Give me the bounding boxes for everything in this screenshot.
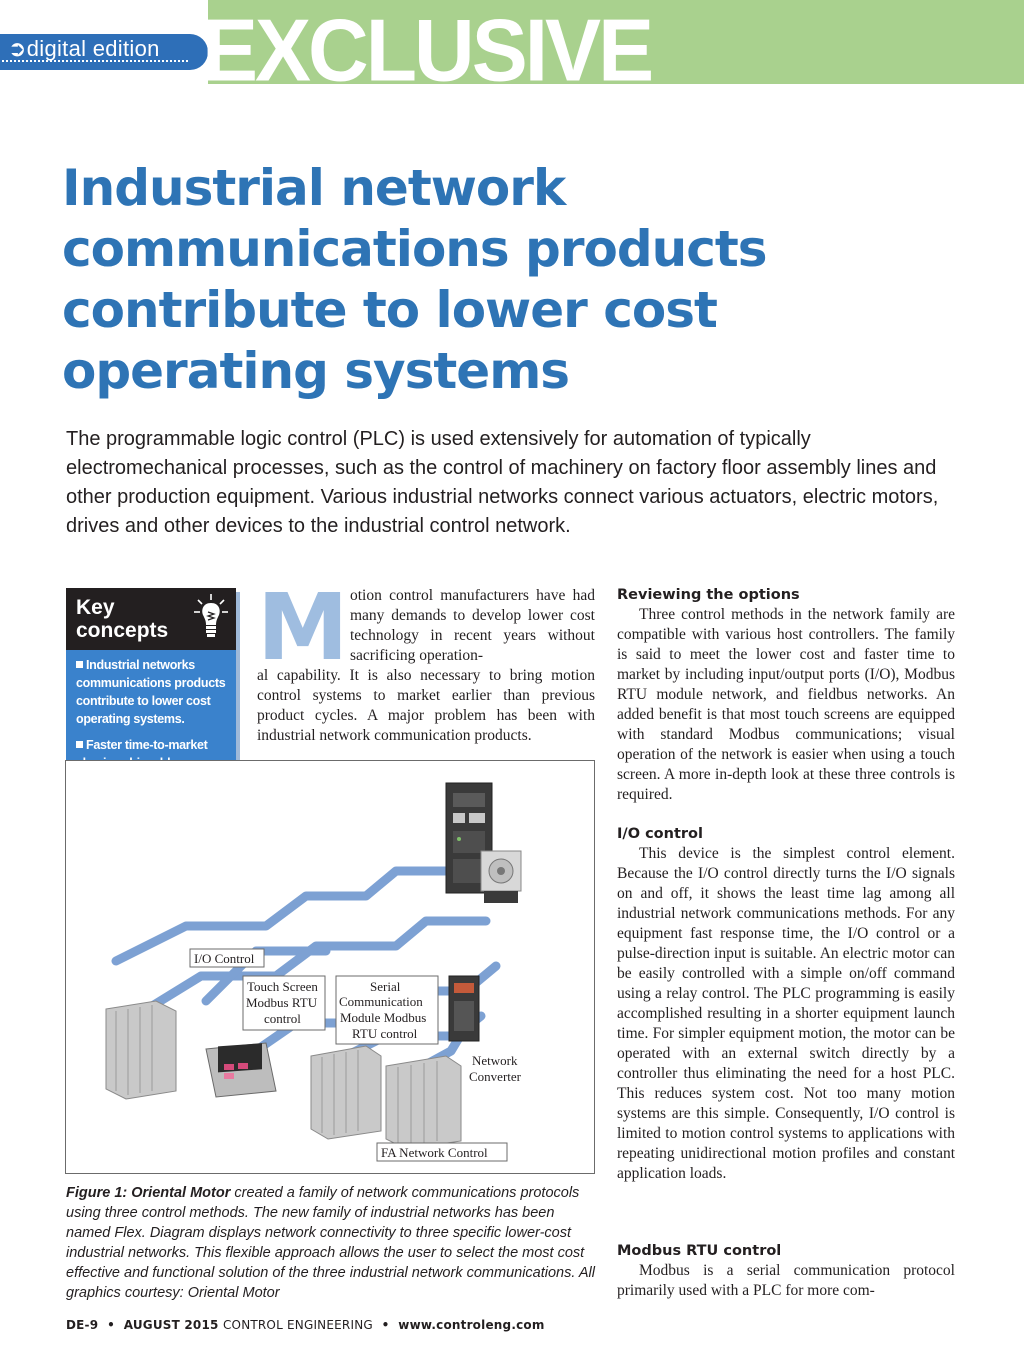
page-footer — [66, 1318, 545, 1332]
section-body: Three control methods in the network family are compatible with various host controllers. The family is said to meet the lower cost and faster time to market by including input/output ports (I/O), Modbus RTU module network, and fieldbus networks. An added benefit is that most touch screens are equipped with standard Modbus communications; visual operation of the network is easier when using a touch screen. A more in-depth look at these three controls is required. — [617, 606, 955, 803]
footer-bullet: • — [381, 1318, 390, 1332]
article-deck: The programmable logic control (PLC) is used extensively for automation of typically electromechanical processes, such as the control of machinery on factory floor assembly lines and other production equipment. Various industrial networks connect various actuators, electric motors, drives and other devices to the industrial control network. — [66, 428, 939, 537]
section-heading: Modbus RTU control — [617, 1243, 782, 1259]
figure-caption — [66, 1183, 596, 1303]
network-diagram-svg — [66, 761, 595, 1174]
key-concept-item: Faster time-to-market — [76, 736, 232, 772]
exclusive-banner: EXCLUSIVE — [202, 0, 652, 84]
section-io-control — [617, 824, 955, 1184]
footer-bullet: • — [107, 1318, 115, 1332]
arrow-circle-icon: ➲ — [8, 36, 27, 61]
website-link[interactable]: www.controleng.com — [398, 1318, 545, 1332]
figure-network-diagram — [65, 760, 595, 1174]
magazine-name: CONTROL ENGINEERING — [222, 1318, 373, 1332]
key-concepts-header — [66, 588, 236, 650]
section-reviewing — [617, 585, 955, 805]
header-band — [0, 0, 1024, 84]
motor-icon — [481, 851, 521, 903]
dotted-rule — [2, 60, 188, 62]
section-body: Modbus is a serial communication protocol primarily used with a PLC for more com- — [617, 1262, 955, 1299]
caption-lead: Figure 1: Oriental Motor — [66, 1185, 231, 1201]
bullet-square-icon — [76, 741, 83, 748]
plc-rack-icon — [311, 1046, 381, 1139]
section-modbus — [617, 1241, 955, 1301]
key-concept-item: Industrial networks communications products contribute to lower cost operating systems. — [76, 658, 226, 726]
article-headline: Industrial network communications products contribute to lower cost operating systems — [62, 159, 767, 400]
caption-text: created a family of network communications protocols using three control methods. The new family of industrial networks has been named Flex. Diagram displays network connectivity to three specific lower-cost industrial networks. This flexible approach allows the user to select the most cost effective and functional solution of the three industrial network communications. All graphics courtesy: Oriental Motor — [66, 1185, 595, 1301]
label-serial: Communication — [339, 994, 423, 1009]
section-heading: Reviewing the options — [617, 587, 800, 603]
label-network-converter: Network — [472, 1053, 518, 1068]
label-touch-screen: Modbus RTU — [246, 995, 318, 1010]
label-serial: Module Modbus — [340, 1010, 427, 1025]
touch-screen-icon — [206, 1043, 276, 1097]
intro-text-first: otion control manufacturers have had many demands to develop lower cost technology in recent years without sacrificing operation- — [350, 587, 595, 664]
label-touch-screen: control — [264, 1011, 301, 1026]
key-concepts-title: Key concepts — [76, 596, 169, 642]
label-serial: RTU control — [352, 1026, 418, 1041]
drop-cap: M — [257, 574, 349, 681]
label-fa-network: FA Network Control — [381, 1145, 488, 1160]
label-io-control: I/O Control — [194, 951, 255, 966]
digital-edition-label[interactable]: ➲digital edition — [8, 36, 160, 61]
plc-rack-icon — [106, 1001, 176, 1099]
issue-date: AUGUST 2015 — [123, 1318, 219, 1332]
label-touch-screen: Touch Screen — [247, 979, 318, 994]
intro-text-rest: al capability. It is also necessary to bring motion control systems to market earlier than previous product cycles. A major problem has been with industrial network communication products. — [257, 667, 595, 744]
lightbulb-icon — [192, 592, 230, 642]
plc-rack-icon — [386, 1056, 461, 1149]
label-serial: Serial — [370, 979, 401, 994]
network-converter-icon — [449, 976, 479, 1041]
bullet-square-icon — [76, 661, 83, 668]
section-body: This device is the simplest control element. Because the I/O control directly turns the I/O signals on and off, it shows the least time lag among all industrial network communications methods. For any equipment fast response time, the I/O control or a pulse-direction input is suitable. An electric motor can be easily controlled with a simple on/off command using a relay control. The PLC programming is easily accomplished resulting in a shorter equipment launch time. For simpler equipment motion, the motor can be operated with an external switch directly by a controller thus eliminating the need for a host PLC. This reduces system cost. Not too many motion systems are this simple. Consequently, I/O control is limited to motion control systems to applications with repeating unidirectional motion profiles and constant application loads. — [617, 845, 955, 1182]
section-heading: I/O control — [617, 826, 703, 842]
page-number: DE-9 — [66, 1318, 99, 1332]
label-network-converter: Converter — [469, 1069, 521, 1084]
